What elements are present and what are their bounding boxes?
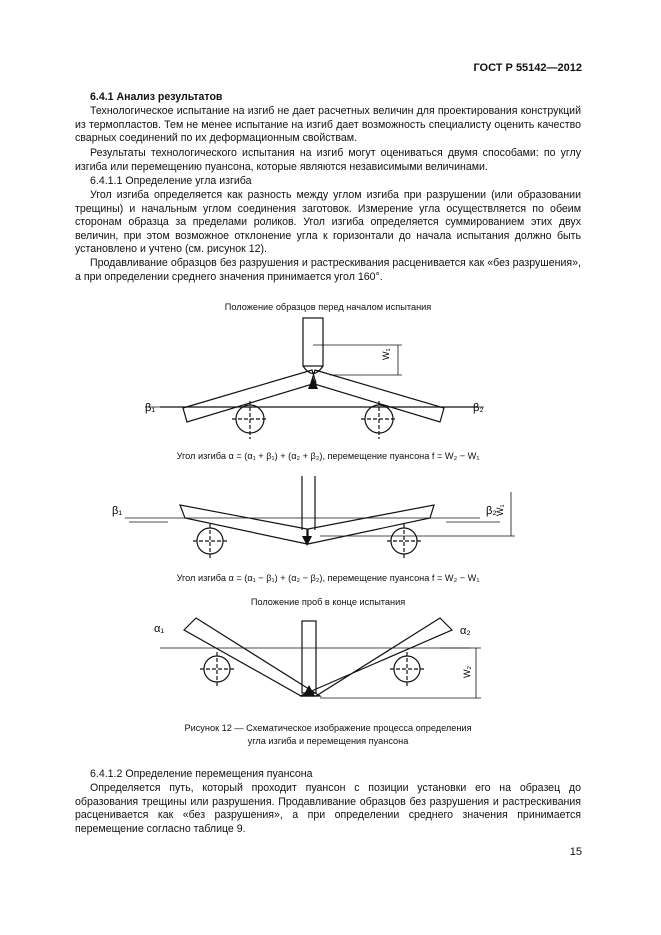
paragraph-5: Определяется путь, который проходит пуансон с позиции установки его на образец до образования трещины или разрушения. Продавливание образцов без разрушения и растрескивания расценивается как «без разрушения», а при определении среднего значения принимается перемещение согласно таблице 9. <box>75 782 581 835</box>
beta1-label: β₁ <box>145 402 156 414</box>
paragraph-2: Результаты технологического испытания на изгиб могут оцениваться двумя способами: по углу изгиба или перемещению пуансона, которые являются независимыми величинами. <box>75 147 581 173</box>
specimen-right <box>311 370 444 422</box>
specimen-right <box>300 618 452 696</box>
alpha1-label: α₁ <box>154 623 165 635</box>
paragraph-3: Угол изгиба определяется как разность между углом изгиба при разрушении (или образовании трещины) и начальным углом соединения заготовок. Измерение угла осуществляется по обеим сторонам образца за пределами роликов. Угол изгиба определяется суммированием этих двух величин, при этом возможное отклонение угла к горизонтали до начала испытания должно быть установлено и учтено (см. рисунок 12). <box>75 189 581 256</box>
w-label: W₁ <box>495 504 505 516</box>
punch <box>302 621 316 693</box>
figure-caption-top: Положение образцов перед началом испытания <box>224 302 432 312</box>
specimen-left <box>180 505 307 544</box>
subsection-heading-2: 6.4.1.2 Определение перемещения пуансона <box>90 768 313 780</box>
diagram-bending <box>0 474 661 570</box>
punch-marker <box>302 536 312 546</box>
specimen-left <box>184 618 320 696</box>
diagram-initial-position <box>0 315 661 445</box>
punch <box>303 318 323 366</box>
w1-label: W₁ <box>381 348 391 360</box>
page-number: 15 <box>569 846 582 858</box>
formula-1: Угол изгиба α = (α₁ + β₁) + (α₂ + β₂), перемещение пуансона f = W₂ − W₁ <box>176 451 480 461</box>
diagram-final-position <box>0 610 661 705</box>
document-header: ГОСТ Р 55142—2012 <box>473 62 582 74</box>
subsection-heading-1: 6.4.1.1 Определение угла изгиба <box>90 175 252 187</box>
figure-caption-end: Положение проб в конце испытания <box>250 597 406 607</box>
beta2-label: β₂ <box>473 402 484 414</box>
formula-2: Угол изгиба α = (α₁ − β₁) + (α₂ − β₂), перемещение пуансона f = W₂ − W₁ <box>176 573 480 583</box>
section-heading: 6.4.1 Анализ результатов <box>90 91 223 103</box>
alpha2-label: α₂ <box>460 625 471 637</box>
paragraph-1: Технологическое испытание на изгиб не дает расчетных величин для проектирования конструкций из термопластов. Тем не менее испытание на изгиб дает возможность специалисту оценить качество сварных соединений по их деформационным свойствам. <box>75 105 581 145</box>
beta2-label: β₂ <box>486 505 497 517</box>
w2-label: W₂ <box>462 666 472 678</box>
beta1-label: β₁ <box>112 505 123 517</box>
figure-title-line2: угла изгиба и перемещения пуансона <box>247 736 409 746</box>
paragraph-4: Продавливание образцов без разрушения и растрескивания расценивается как «без разрушения», а при определении среднего значения принимается угол 160°. <box>75 257 581 283</box>
figure-title-line1: Рисунок 12 — Схематическое изображение процесса определения <box>184 723 472 733</box>
specimen-right <box>308 505 434 544</box>
